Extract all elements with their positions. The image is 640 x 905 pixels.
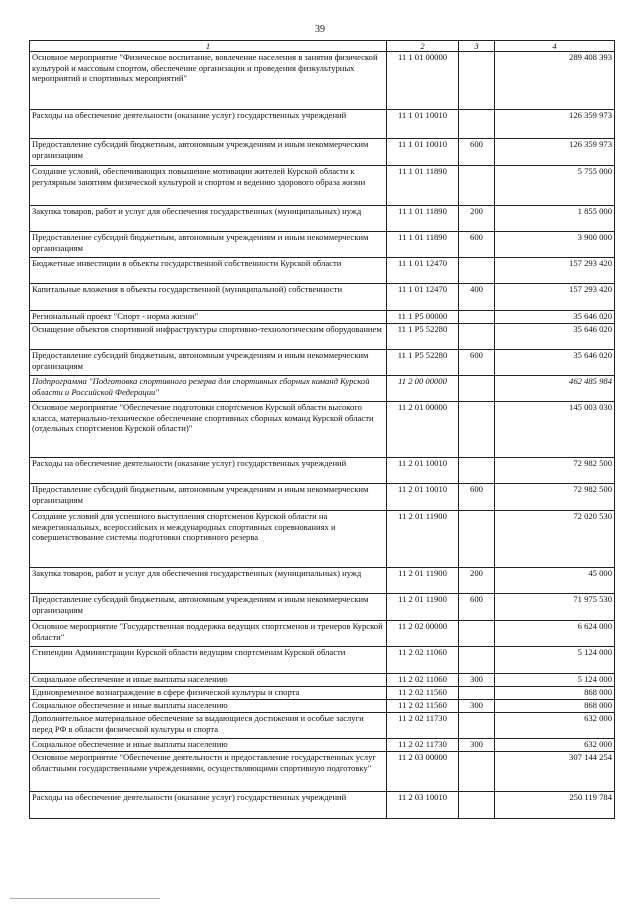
- row-name: Предоставление субсидий бюджетным, автономным учреждениям и иным некоммерческим организациям: [30, 139, 387, 166]
- row-name: Бюджетные инвестиции в объекты государственной собственности Курской области: [30, 258, 387, 284]
- row-vr: [459, 792, 495, 819]
- row-name: Социальное обеспечение и иные выплаты населению: [30, 700, 387, 713]
- table-row: [30, 752, 615, 792]
- table-row: [30, 792, 615, 819]
- row-amount: 126 359 973: [495, 139, 615, 166]
- row-vr: [459, 110, 495, 139]
- row-name: Закупка товаров, работ и услуг для обеспечения государственных (муниципальных) нужд: [30, 206, 387, 232]
- row-code: 11 2 01 10010: [387, 458, 459, 484]
- row-amount: 3 900 000: [495, 232, 615, 258]
- row-vr: 600: [459, 484, 495, 511]
- row-amount: 307 144 254: [495, 752, 615, 792]
- row-name: Создание условий, обеспечивающих повышение мотивации жителей Курской области к регулярным занятиям физической культурой и спортом и ведению здорового образа жизни: [30, 166, 387, 206]
- row-vr: [459, 258, 495, 284]
- row-amount: 35 646 020: [495, 324, 615, 350]
- row-amount: 126 359 973: [495, 110, 615, 139]
- row-name: Расходы на обеспечение деятельности (оказание услуг) государственных учреждений: [30, 458, 387, 484]
- row-vr: 300: [459, 700, 495, 713]
- row-name: Единовременное вознаграждение в сфере физической культуры и спорта: [30, 687, 387, 700]
- table-row: [30, 568, 615, 594]
- row-amount: 5 755 000: [495, 166, 615, 206]
- row-amount: 72 982 500: [495, 484, 615, 511]
- header-col-vr: 3: [459, 41, 495, 52]
- table-row: [30, 511, 615, 568]
- row-name: Основное мероприятие "Физическое воспитание, вовлечение населения в занятия физической культурой и массовым спортом, обеспечение организации и проведения физкультурных мероприятий и спортивных мероприятий": [30, 52, 387, 110]
- table-row: [30, 110, 615, 139]
- row-amount: 5 124 000: [495, 647, 615, 674]
- row-vr: [459, 621, 495, 647]
- table-row: [30, 402, 615, 458]
- row-vr: [459, 52, 495, 110]
- row-vr: [459, 713, 495, 739]
- row-amount: 250 119 784: [495, 792, 615, 819]
- row-code: 11 2 02 11060: [387, 647, 459, 674]
- row-code: 11 1 P5 00000: [387, 311, 459, 324]
- table-row: [30, 206, 615, 232]
- row-code: 11 1 01 10010: [387, 110, 459, 139]
- row-code: 11 2 03 10010: [387, 792, 459, 819]
- row-code: 11 1 01 00000: [387, 52, 459, 110]
- row-amount: 5 124 000: [495, 674, 615, 687]
- row-vr: 300: [459, 739, 495, 752]
- budget-table: [29, 40, 615, 819]
- row-name: Основное мероприятие "Обеспечение деятельности и предоставление государственных услуг областными государственными учреждениями, осуществляющими спортивную подготовку": [30, 752, 387, 792]
- row-name: Социальное обеспечение и иные выплаты населению: [30, 739, 387, 752]
- table-row: [30, 594, 615, 621]
- row-amount: 35 646 020: [495, 311, 615, 324]
- row-name: Основное мероприятие "Обеспечение подготовки спортсменов Курской области высокого класса, материально-техническое обеспечение спортивных сборных команд Курской области (отдельных спортсменов Курской области)": [30, 402, 387, 458]
- row-amount: 45 000: [495, 568, 615, 594]
- table-row: [30, 458, 615, 484]
- row-code: 11 2 03 00000: [387, 752, 459, 792]
- table-row: [30, 52, 615, 110]
- row-amount: 462 485 984: [495, 376, 615, 402]
- row-vr: [459, 511, 495, 568]
- table-row: [30, 484, 615, 511]
- row-code: 11 2 02 11560: [387, 700, 459, 713]
- row-name: Социальное обеспечение и иные выплаты населению: [30, 674, 387, 687]
- row-amount: 35 646 020: [495, 350, 615, 376]
- row-vr: 600: [459, 350, 495, 376]
- table-row: [30, 139, 615, 166]
- table-row: [30, 311, 615, 324]
- row-vr: 600: [459, 232, 495, 258]
- row-code: 11 2 02 11730: [387, 713, 459, 739]
- row-code: 11 1 P5 52280: [387, 324, 459, 350]
- table-row: [30, 232, 615, 258]
- row-name: Подпрограмма "Подготовка спортивного резерва для спортивных сборных команд Курской области и Российской Федерации": [30, 376, 387, 402]
- row-amount: 72 982 500: [495, 458, 615, 484]
- row-name: Региональный проект "Спорт - норма жизни": [30, 311, 387, 324]
- row-vr: [459, 687, 495, 700]
- row-amount: 6 624 000: [495, 621, 615, 647]
- table-row: [30, 258, 615, 284]
- row-amount: 289 408 393: [495, 52, 615, 110]
- header-col-amount: 4: [495, 41, 615, 52]
- row-name: Капитальные вложения в объекты государственной (муниципальной) собственности: [30, 284, 387, 311]
- row-name: Расходы на обеспечение деятельности (оказание услуг) государственных учреждений: [30, 110, 387, 139]
- row-code: 11 1 01 12470: [387, 258, 459, 284]
- row-name: Стипендии Администрации Курской области ведущим спортсменам Курской области: [30, 647, 387, 674]
- row-name: Предоставление субсидий бюджетным, автономным учреждениям и иным некоммерческим организациям: [30, 350, 387, 376]
- row-vr: 300: [459, 674, 495, 687]
- row-name: Расходы на обеспечение деятельности (оказание услуг) государственных учреждений: [30, 792, 387, 819]
- table-row: [30, 166, 615, 206]
- row-code: 11 2 02 11730: [387, 739, 459, 752]
- page-number: 39: [315, 24, 325, 35]
- row-vr: 600: [459, 594, 495, 621]
- row-amount: 157 293 420: [495, 284, 615, 311]
- row-amount: 1 855 000: [495, 206, 615, 232]
- table-body: [30, 52, 615, 819]
- row-amount: 632 000: [495, 713, 615, 739]
- row-vr: 200: [459, 206, 495, 232]
- row-name: Предоставление субсидий бюджетным, автономным учреждениям и иным некоммерческим организациям: [30, 484, 387, 511]
- row-vr: [459, 647, 495, 674]
- row-code: 11 1 01 11890: [387, 206, 459, 232]
- header-col-name: 1: [30, 41, 387, 52]
- table-row: [30, 621, 615, 647]
- row-amount: 632 000: [495, 739, 615, 752]
- row-code: 11 2 02 00000: [387, 621, 459, 647]
- row-code: 11 2 01 10010: [387, 484, 459, 511]
- row-vr: 600: [459, 139, 495, 166]
- row-code: 11 2 02 11060: [387, 674, 459, 687]
- table-row: [30, 713, 615, 739]
- row-amount: 868 000: [495, 700, 615, 713]
- row-amount: 157 293 420: [495, 258, 615, 284]
- row-name: Оснащение объектов спортивной инфраструктуры спортивно-технологическим оборудованием: [30, 324, 387, 350]
- row-vr: [459, 311, 495, 324]
- row-vr: [459, 166, 495, 206]
- row-amount: 72 020 530: [495, 511, 615, 568]
- row-vr: 400: [459, 284, 495, 311]
- row-vr: [459, 402, 495, 458]
- row-vr: [459, 376, 495, 402]
- table-row: [30, 350, 615, 376]
- table-row: [30, 674, 615, 687]
- row-code: 11 1 01 12470: [387, 284, 459, 311]
- row-code: 11 1 01 10010: [387, 139, 459, 166]
- table-row: [30, 700, 615, 713]
- table-row: [30, 687, 615, 700]
- row-name: Закупка товаров, работ и услуг для обеспечения государственных (муниципальных) нужд: [30, 568, 387, 594]
- row-vr: [459, 458, 495, 484]
- row-code: 11 2 00 00000: [387, 376, 459, 402]
- row-name: Создание условий для успешного выступления спортсменов Курской области на межрегиональных, всероссийских и международных спортивных соревнованиях и совершенствование системы подготовки спортивного резерва: [30, 511, 387, 568]
- table-row: [30, 324, 615, 350]
- row-code: 11 2 01 00000: [387, 402, 459, 458]
- row-amount: 868 000: [495, 687, 615, 700]
- row-name: Предоставление субсидий бюджетным, автономным учреждениям и иным некоммерческим организациям: [30, 232, 387, 258]
- footer-rule: [10, 898, 160, 899]
- row-name: Предоставление субсидий бюджетным, автономным учреждениям и иным некоммерческим организациям: [30, 594, 387, 621]
- row-vr: [459, 324, 495, 350]
- row-vr: [459, 752, 495, 792]
- row-code: 11 1 01 11890: [387, 166, 459, 206]
- table-row: [30, 284, 615, 311]
- row-code: 11 2 01 11900: [387, 594, 459, 621]
- row-code: 11 2 01 11900: [387, 511, 459, 568]
- table-row: [30, 376, 615, 402]
- table-row: [30, 647, 615, 674]
- row-code: 11 1 01 11890: [387, 232, 459, 258]
- row-name: Дополнительное материальное обеспечение за выдающиеся достижения и особые заслуги перед РФ в области физической культуры и спорта: [30, 713, 387, 739]
- header-col-code: 2: [387, 41, 459, 52]
- row-name: Основное мероприятие "Государственная поддержка ведущих спортсменов и тренеров Курской области": [30, 621, 387, 647]
- row-vr: 200: [459, 568, 495, 594]
- header-row: [30, 41, 615, 52]
- row-code: 11 1 P5 52280: [387, 350, 459, 376]
- table-row: [30, 739, 615, 752]
- row-code: 11 2 02 11560: [387, 687, 459, 700]
- row-amount: 145 003 030: [495, 402, 615, 458]
- row-code: 11 2 01 11900: [387, 568, 459, 594]
- row-amount: 71 975 530: [495, 594, 615, 621]
